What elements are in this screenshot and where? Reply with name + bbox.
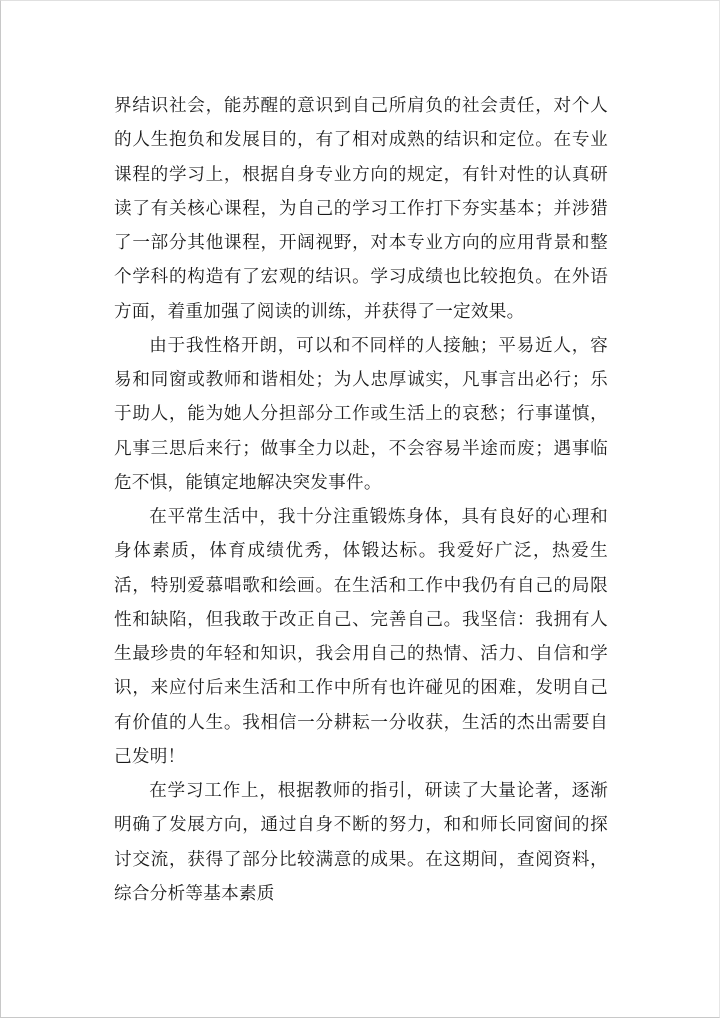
document-body (114, 89, 608, 911)
paragraph-4: 在学习工作上，根据教师的指引，研读了大量论著，逐渐明确了发展方向，通过自身不断的努力，和和师长同窗间的探讨交流，获得了部分比较满意的成果。在这期间，查阅资料，综合分析等基本素质 (114, 781, 608, 904)
paragraph-1: 界结识社会，能苏醒的意识到自己所肩负的社会责任，对个人的人生抱负和发展目的，有了相对成熟的结识和定位。在专业课程的学习上，根据自身专业方向的规定，有针对性的认真研读了有关核心课程，为自己的学习工作打下夯实基本；并涉猎了一部分其他课程，开阔视野，对本专业方向的应用背景和整个学科的构造有了宏观的结识。学习成绩也比较抱负。在外语方面，着重加强了阅读的训练，并获得了一定效果。 (114, 96, 608, 322)
paragraph-2: 由于我性格开朗，可以和不同样的人接触；平易近人，容易和同窗或教师和谐相处；为人忠厚诚实，凡事言出必行；乐于助人，能为她人分担部分工作或生活上的哀愁；行事谨慎，凡事三思后来行；做事全力以赴，不会容易半途而废；遇事临危不惧，能镇定地解决突发事件。 (114, 335, 608, 493)
paragraph-3: 在平常生活中，我十分注重锻炼身体，具有良好的心理和身体素质，体育成绩优秀，体锻达标。我爱好广泛，热爱生活，特别爱慕唱歌和绘画。在生活和工作中我仍有自己的局限性和缺陷，但我敢于改正自己、完善自己。我坚信：我拥有人生最珍贵的年轻和知识，我会用自己的热情、活力、自信和学识，来应付后来生活和工作中所有也许碰见的困难，发明自己有价值的人生。我相信一分耕耘一分收获，生活的杰出需要自己发明！ (114, 507, 608, 767)
